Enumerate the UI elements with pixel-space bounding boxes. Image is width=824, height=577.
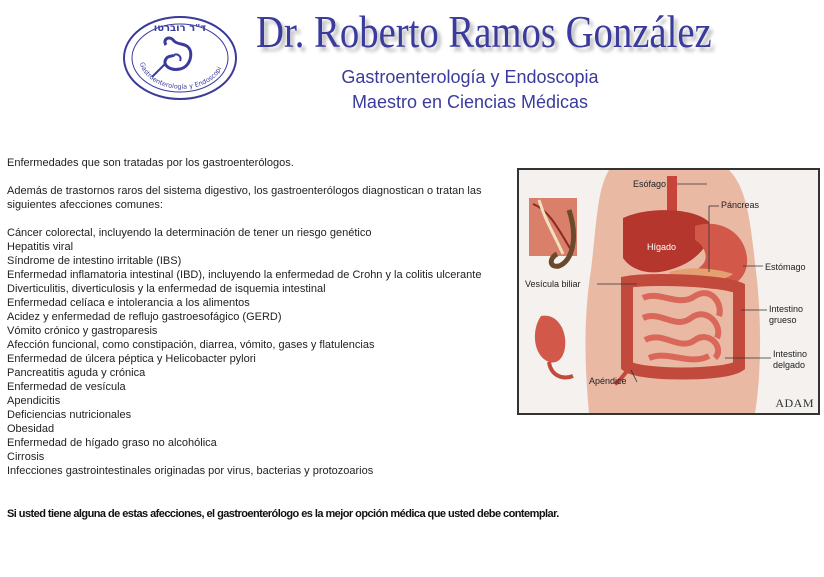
label-esofago: Esófago xyxy=(633,179,667,189)
doctor-name: Dr. Roberto Ramos González xyxy=(256,7,712,57)
list-item: Pancreatitis aguda y crónica xyxy=(7,367,146,379)
label-intestino-grueso-2: grueso xyxy=(769,315,797,325)
logo-top-text: ד"ר רוברטו xyxy=(153,23,207,34)
anatomy-drawing xyxy=(519,170,818,413)
specialty-subtitle: Gastroenterología y Endoscopia xyxy=(341,67,599,87)
label-intestino-delgado-1: Intestino xyxy=(773,349,808,359)
intro-text: Enfermedades que son tratadas por los gastroenterólogos. xyxy=(7,157,294,169)
label-intestino-grueso-1: Intestino xyxy=(769,304,804,314)
list-item: Cáncer colorectal, incluyendo la determinación de tener un riesgo genético xyxy=(7,227,372,239)
intro-paragraph: Además de trastornos raros del sistema digestivo, los gastroenterólogos diagnostican o tratan las siguientes afecciones comunes: xyxy=(7,185,482,211)
closing-statement: Si usted tiene alguna de estas afecciones, el gastroenterólogo es la mejor opción médica que usted debe contemplar. xyxy=(7,508,559,520)
label-higado: Hígado xyxy=(647,242,677,252)
list-item: Síndrome de intestino irritable (IBS) xyxy=(7,255,182,267)
list-item: Obesidad xyxy=(7,423,55,435)
label-apendice: Apéndice xyxy=(589,376,627,386)
label-intestino-delgado-2: delgado xyxy=(773,360,806,370)
list-item: Afección funcional, como constipación, diarrea, vómito, gases y flatulencias xyxy=(7,339,375,351)
illustration-credit: ADAM xyxy=(775,396,814,410)
list-item: Enfermedad de vesícula xyxy=(7,381,126,393)
label-vesicula: Vesícula biliar xyxy=(525,279,581,289)
logo-ring-text: Gastroenterología y Endoscopi xyxy=(137,61,224,91)
list-item: Infecciones gastrointestinales originadas por virus, bacterias y protozoarios xyxy=(7,465,374,477)
label-estomago: Estómago xyxy=(765,262,806,272)
list-item: Enfermedad inflamatoria intestinal (IBD), incluyendo la enfermedad de Crohn y la colitis ulcerante xyxy=(7,269,482,281)
list-item: Cirrosis xyxy=(7,451,45,463)
list-item: Enfermedad de úlcera péptica y Helicobacter pylori xyxy=(7,353,256,365)
conditions-list xyxy=(7,226,507,478)
list-item: Diverticulitis, diverticulosis y la enfermedad de isquemia intestinal xyxy=(7,283,326,295)
digestive-system-illustration xyxy=(517,168,820,415)
list-item: Deficiencias nutricionales xyxy=(7,409,132,421)
list-item: Enfermedad de hígado graso no alcohólica xyxy=(7,437,217,449)
list-item: Hepatitis viral xyxy=(7,241,74,253)
clinic-logo xyxy=(122,15,238,101)
list-item: Vómito crónico y gastroparesis xyxy=(7,325,158,337)
list-item: Apendicitis xyxy=(7,395,61,407)
label-pancreas: Páncreas xyxy=(721,200,760,210)
degree-subtitle: Maestro en Ciencias Médicas xyxy=(351,92,589,112)
list-item: Acidez y enfermedad de reflujo gastroesofágico (GERD) xyxy=(7,311,282,323)
list-item: Enfermedad celíaca e intolerancia a los alimentos xyxy=(7,297,250,309)
